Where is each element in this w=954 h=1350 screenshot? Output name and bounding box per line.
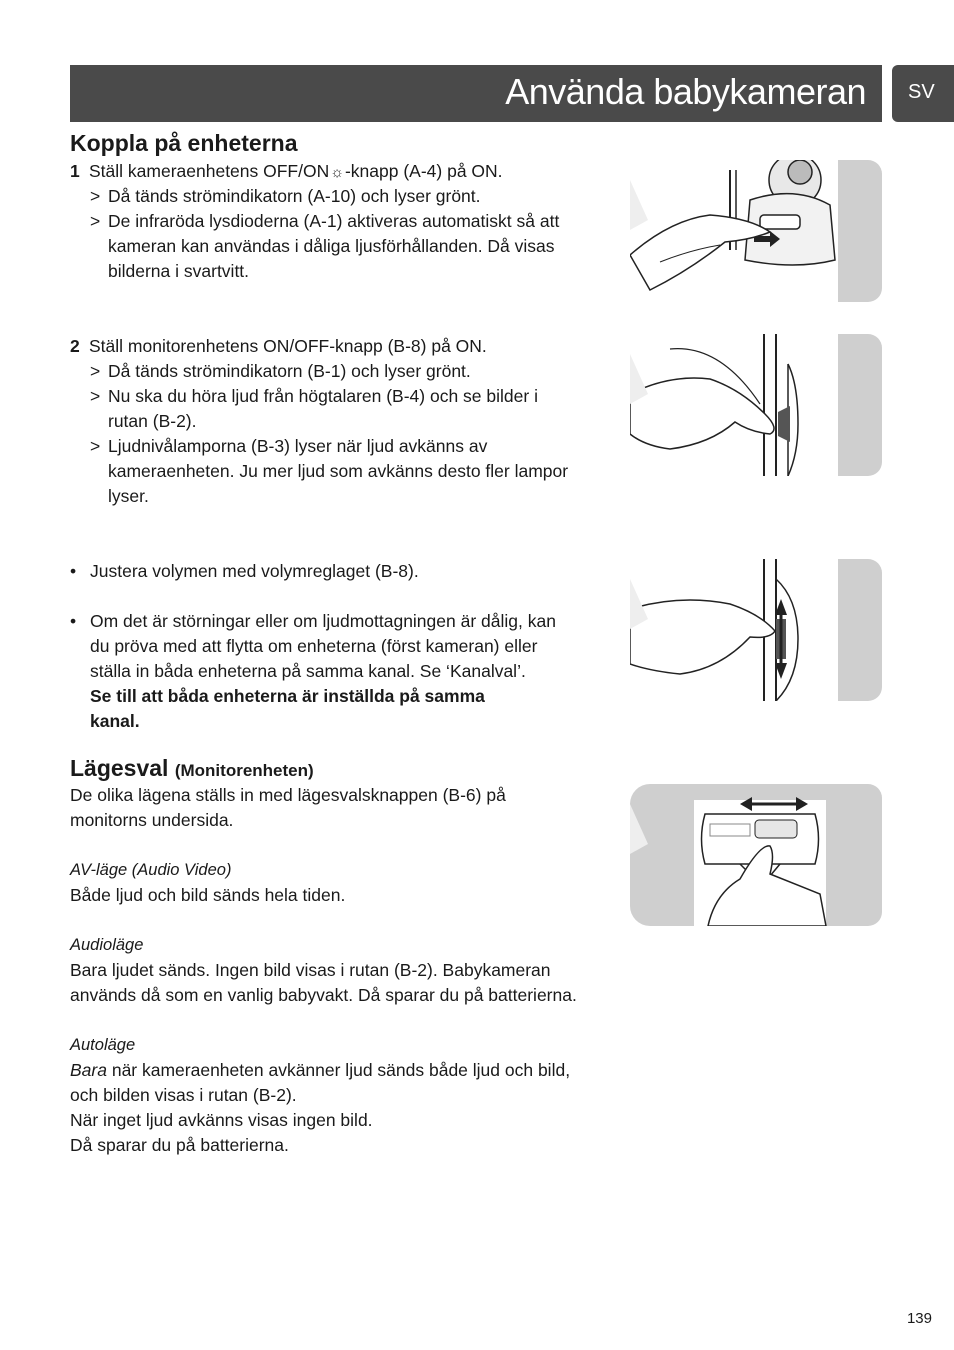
mode-intro-cont: monitorns undersida. (70, 810, 234, 830)
result-marker: > (90, 361, 101, 381)
audio-mode-title: Audioläge (70, 936, 144, 954)
bullet-interference-cont: du pröva med att flytta om enheterna (först kameran) eller (90, 636, 538, 656)
bullet-interference: Om det är störningar eller om ljudmottagningen är dålig, kan (90, 611, 556, 631)
result-marker: > (90, 436, 101, 456)
language-label: SV (908, 81, 935, 103)
audio-mode-text: Bara ljudet sänds. Ingen bild visas i rutan (B-2). Babykameran (70, 960, 551, 980)
bullet-interference-cont: ställa in båda enheterna på samma kanal. Se ‘Kanalval’. (90, 661, 526, 681)
av-mode-text: Både ljud och bild sänds hela tiden. (70, 885, 346, 905)
mode-intro: De olika lägena ställs in med lägesvalsknappen (B-6) på (70, 785, 506, 805)
bullet-marker: • (70, 561, 77, 581)
bullet-interference-note-cont: kanal. (90, 711, 140, 731)
step-number-1: 1 (70, 161, 80, 181)
bullet-interference-note: Se till att båda enheterna är inställda på samma (90, 686, 485, 706)
step-1-result-2-cont: kameran kan användas i dåliga ljusförhållanden. Då visas (108, 236, 555, 256)
step-2-text: Ställ monitorenhetens ON/OFF-knapp (B-8) på ON. (89, 336, 487, 356)
step-2-result-3: Ljudnivålamporna (B-3) lyser när ljud avkänns av (108, 436, 488, 456)
sun-icon: ☼ (330, 164, 344, 181)
step-2-result-1: Då tänds strömindikatorn (B-1) och lyser grönt. (108, 361, 471, 381)
step-2-result-3-cont: lyser. (108, 486, 149, 506)
audio-mode-text-cont: används då som en vanlig babyvakt. Då sparar du på batterierna. (70, 985, 577, 1005)
auto-mode-text: Bara när kameraenheten avkänner ljud sänds både ljud och bild, (70, 1060, 571, 1080)
illustration-mode-switch (630, 784, 882, 926)
step-2-result-2: Nu ska du höra ljud från högtalaren (B-4) och se bilder i (108, 386, 538, 406)
result-marker: > (90, 186, 101, 206)
step-1-result-2-cont: bilderna i svartvitt. (108, 261, 250, 281)
bullet-marker: • (70, 611, 77, 631)
illustration-volume-control (630, 559, 882, 701)
auto-mode-title: Autoläge (70, 1036, 136, 1054)
bullet-volume: Justera volymen med volymreglaget (B-8). (90, 561, 419, 581)
auto-mode-text-cont: Då sparar du på batterierna. (70, 1135, 289, 1155)
result-marker: > (90, 211, 101, 231)
result-marker: > (90, 386, 101, 406)
av-mode-title: AV-läge (Audio Video) (70, 861, 232, 879)
section-heading-lagesval: Lägesval (Monitorenheten) (70, 755, 314, 781)
step-1-result-1: Då tänds strömindikatorn (A-10) och lyser grönt. (108, 186, 481, 206)
step-2-result-2-cont: rutan (B-2). (108, 411, 197, 431)
header-bar (70, 65, 882, 122)
auto-mode-text-cont: och bilden visas i rutan (B-2). (70, 1085, 297, 1105)
step-1-result-2: De infraröda lysdioderna (A-1) aktiveras automatiskt så att (108, 211, 560, 231)
illustration-camera-switch (630, 160, 882, 302)
step-number-2: 2 (70, 336, 80, 356)
step-1-text: Ställ kameraenhetens OFF/ON☼-knapp (A-4) på ON. (89, 159, 503, 185)
step-2-result-3-cont: kameraenheten. Ju mer ljud som avkänns desto fler lampor (108, 461, 569, 481)
language-tab (892, 65, 954, 122)
page-number: 139 (906, 1310, 932, 1327)
auto-mode-text-cont: När inget ljud avkänns visas ingen bild. (70, 1110, 373, 1130)
illustration-monitor-switch (630, 334, 882, 476)
section-heading-koppla: Koppla på enheterna (70, 130, 298, 156)
page-title: Använda babykameran (505, 71, 866, 112)
